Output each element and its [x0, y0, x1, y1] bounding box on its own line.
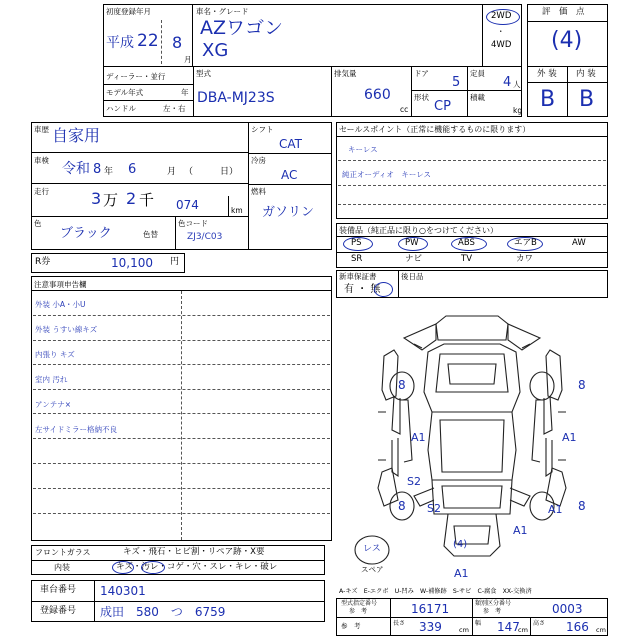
drive-4wd: 4WD [491, 40, 512, 50]
damage-mark: A1 [454, 567, 469, 580]
doors: 5 [452, 75, 461, 90]
damage-mark: 8 [578, 378, 586, 392]
capacity-label: 定員 [470, 69, 485, 78]
note-item: 左サイドミラー格納不良 [35, 425, 117, 434]
registration-number: 成田 580 つ 6759 [100, 605, 226, 619]
dims-ref-label: 参 考 [341, 622, 361, 630]
mileage-label: 走行 [34, 187, 49, 196]
length-label: 長さ [393, 620, 406, 627]
color-code-label: 色コード [178, 219, 208, 228]
class-number: 0003 [552, 602, 583, 616]
ac-label: 冷房 [251, 156, 266, 165]
height: 166 [566, 620, 589, 634]
damage-mark: S2 [427, 502, 441, 515]
doors-label: ドア [414, 69, 429, 78]
score-label: 評 価 点 [542, 7, 585, 17]
equipment-title: 装備品（純正品に限り○をつけてください） [339, 226, 498, 235]
displacement-unit: cc [400, 105, 409, 114]
shift: CAT [279, 137, 302, 151]
damage-mark: A1 [562, 431, 577, 444]
color-change-label: 色替 [143, 230, 158, 239]
inspection-day: （ 日） [184, 167, 239, 177]
mileage-man-unit: 万 [103, 191, 119, 209]
height-unit: cm [596, 626, 606, 634]
inspection-era: 令和 [62, 161, 90, 177]
note-item: アンテナ× [35, 400, 71, 409]
history: 自家用 [52, 126, 101, 145]
damage-mark: 8 [398, 378, 406, 392]
height-label: 高さ [533, 620, 546, 627]
shift-label: シフト [251, 125, 274, 134]
interior-scratch-circle [112, 561, 134, 574]
class-ref: 参 考 [483, 608, 502, 615]
sales-point-item: キーレス [348, 145, 378, 154]
mileage-sen-unit: 千 [139, 191, 155, 209]
color-label: 色 [34, 219, 42, 228]
dealer-label: ディーラー・並行 [106, 72, 166, 81]
shape: CP [434, 99, 451, 114]
chassis-number: 140301 [100, 584, 146, 598]
shape-label: 形状 [414, 93, 429, 102]
length-unit: cm [459, 626, 469, 634]
note-item: 外装 小A・小U [35, 300, 86, 309]
displacement: 660 [364, 87, 391, 103]
first-reg-era: 平成 [106, 35, 134, 51]
chassis-label: 車台番号 [40, 585, 77, 595]
width-label: 幅 [475, 620, 482, 627]
class-label: 類別区分番号 [475, 600, 512, 607]
note-item: 外装 うすい線キズ [35, 325, 98, 334]
inspection-year-unit: 年 [104, 167, 114, 177]
recycle-block [31, 253, 185, 273]
interior-label: 内装 [54, 563, 70, 572]
sales-point-item: 純正オーディオ キーレス [342, 170, 432, 179]
ac: AC [281, 168, 298, 182]
mileage-sen: 2 [126, 189, 137, 208]
type-label: 型式 [196, 69, 211, 78]
equip-ps: PS [351, 238, 362, 248]
mileage-man: 3 [91, 189, 102, 208]
damage-mark: (4) [453, 539, 468, 550]
warranty-options: 有 ・ 無 [344, 284, 381, 295]
inspection-month-unit: 月 [167, 167, 177, 177]
registration-label: 登録番号 [40, 606, 77, 616]
damage-mark: 8 [398, 499, 406, 513]
interior-grade: B [579, 87, 595, 112]
first-reg-month-unit: 月 [184, 55, 192, 64]
model-year-label: モデル年式 [106, 88, 144, 97]
recycle-amount: 10,100 [111, 256, 153, 270]
type-designation: 16171 [411, 602, 450, 616]
drive-2wd: 2WD [491, 11, 512, 21]
equip-pw: PW [405, 238, 419, 248]
interior-label: 内 装 [576, 69, 596, 79]
note-item: 内張り キズ [35, 350, 75, 359]
inspection-year: 8 [93, 162, 102, 177]
interior-options: キズ・汚レ・コゲ・穴・スレ・キレ・破レ [116, 562, 278, 572]
damage-mark: A1 [548, 503, 563, 516]
displacement-label: 排気量 [334, 69, 357, 78]
mileage-unit: km [231, 206, 243, 215]
first-reg-label: 初度登録年月 [106, 7, 151, 16]
mileage-rest: 074 [176, 198, 199, 212]
spare-mark: レス [363, 544, 381, 554]
recycle-label: R券 [35, 257, 51, 267]
damage-legend: A-キズ E-エクボ U-凹み W-補修跡 S-サビ C-腐食 XX-交換済 [339, 588, 532, 595]
damage-mark: A1 [411, 431, 426, 444]
note-item: 室内 汚れ [35, 375, 68, 384]
interior-dirt-circle [141, 561, 165, 574]
overall-score: (4) [551, 28, 583, 53]
color-code: ZJ3/C03 [187, 232, 223, 242]
capacity: 4 [503, 75, 512, 90]
warranty-label: 新車保証書 [339, 272, 377, 281]
model-year-unit: 年 [181, 88, 189, 97]
warranty-none-circle [374, 282, 393, 297]
history-label: 車歴 [34, 125, 49, 134]
spare-label: スペア [361, 565, 384, 574]
car-name-label: 車名・グレード [196, 7, 249, 16]
first-reg-month: 8 [172, 33, 183, 52]
handle-options: 左・右 [163, 104, 186, 113]
width-unit: cm [518, 626, 528, 634]
type-designation-label: 型式指定番号 [341, 600, 378, 607]
equip-aw: AW [572, 238, 586, 248]
inspection-label: 車検 [34, 156, 49, 165]
damage-mark: S2 [407, 475, 421, 488]
front-glass-label: フロントガラス [35, 548, 91, 557]
damage-mark: A1 [513, 524, 528, 537]
load-label: 積載 [470, 93, 485, 102]
sales-points-title: セールスポイント（正常に機能するものに限ります） [339, 125, 531, 134]
equip-sr: SR [351, 254, 363, 264]
equip-navi: ナビ [405, 254, 423, 264]
fuel: ガソリン [262, 205, 315, 220]
exterior-grade: B [540, 87, 556, 112]
fuel-label: 燃料 [251, 187, 266, 196]
model-code: DBA-MJ23S [197, 90, 275, 106]
post-items-label: 後日品 [401, 272, 424, 281]
color: ブラック [60, 226, 112, 241]
first-reg-year: 22 [137, 31, 159, 51]
load-unit: kg [513, 106, 523, 115]
front-glass-options: キズ・飛石・ヒビ割・リペア跡・X要 [123, 547, 265, 557]
car-name: AZワゴン [200, 17, 284, 39]
car-grade: XG [202, 40, 229, 61]
notes-title: 注意事項申告欄 [34, 280, 87, 289]
drive-dot: ・ [497, 27, 505, 36]
width: 147 [497, 620, 520, 634]
exterior-label: 外 装 [537, 69, 557, 79]
damage-mark: 8 [578, 499, 586, 513]
handle-label: ハンドル [106, 104, 136, 113]
recycle-unit: 円 [170, 257, 180, 267]
capacity-unit: 人 [513, 80, 521, 89]
length: 339 [419, 620, 442, 634]
equip-leather: カワ [516, 254, 534, 264]
equip-abs: ABS [458, 238, 475, 248]
type-designation-ref: 参 考 [349, 608, 368, 615]
equip-airbag: エアB [514, 238, 537, 248]
inspection-month: 6 [128, 162, 137, 177]
equip-tv: TV [461, 254, 473, 264]
